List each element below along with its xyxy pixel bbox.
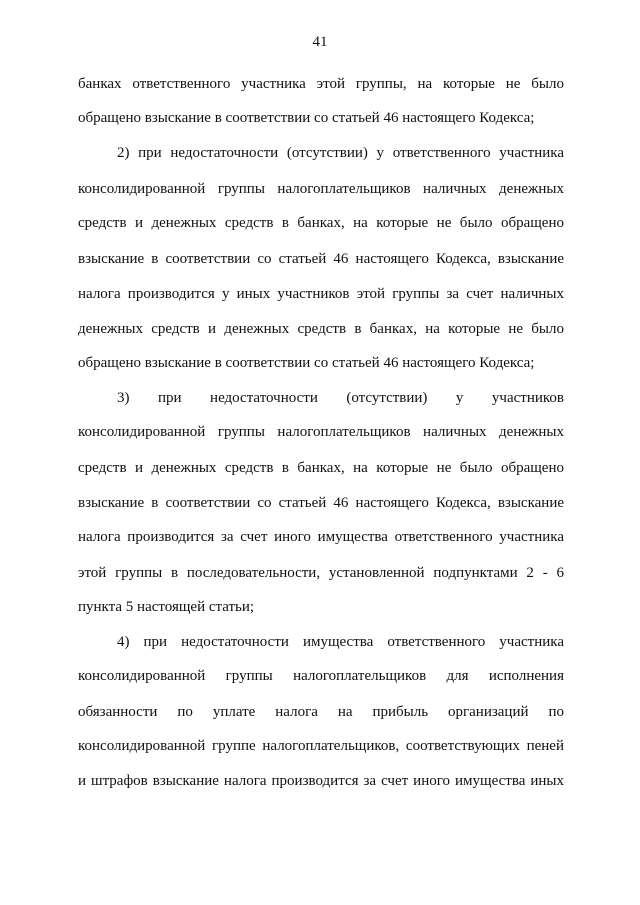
text-line: взыскание в соответствии со статьей 46 настоящего Кодекса, взыскание bbox=[78, 495, 564, 511]
text-line: обращено взыскание в соответствии со статьей 46 настоящего Кодекса; bbox=[78, 110, 535, 126]
text-line: средств и денежных средств в банках, на которые не было обращено bbox=[78, 215, 564, 231]
text-line: консолидированной группы налогоплательщиков для исполнения bbox=[78, 668, 564, 684]
text-line: обращено взыскание в соответствии со статьей 46 настоящего Кодекса; bbox=[78, 355, 535, 371]
text-line: средств и денежных средств в банках, на которые не было обращено bbox=[78, 460, 564, 476]
text-line: денежных средств и денежных средств в банках, на которые не было bbox=[78, 321, 564, 337]
text-line: этой группы в последовательности, установленной подпунктами 2 - 6 bbox=[78, 565, 564, 581]
list-item-4-line: 4) при недостаточности имущества ответственного участника bbox=[117, 634, 564, 650]
text-line: банках ответственного участника этой группы, на которые не было bbox=[78, 76, 564, 92]
text-line: взыскание в соответствии со статьей 46 настоящего Кодекса, взыскание bbox=[78, 251, 564, 267]
page-number: 41 bbox=[312, 34, 328, 50]
text-line: пункта 5 настоящей статьи; bbox=[78, 599, 255, 615]
text-line: консолидированной группе налогоплательщиков, соответствующих пеней bbox=[78, 738, 564, 754]
list-item-2-line: 2) при недостаточности (отсутствии) у ответственного участника bbox=[117, 145, 564, 161]
text-line: консолидированной группы налогоплательщиков наличных денежных bbox=[78, 181, 564, 197]
text-line: и штрафов взыскание налога производится за счет иного имущества иных bbox=[78, 773, 564, 789]
text-line: обязанности по уплате налога на прибыль организаций по bbox=[78, 704, 564, 720]
text-line: налога производится у иных участников этой группы за счет наличных bbox=[78, 286, 564, 302]
text-line: консолидированной группы налогоплательщиков наличных денежных bbox=[78, 424, 564, 440]
list-item-3-line: 3) при недостаточности (отсутствии) у участников bbox=[117, 390, 564, 406]
text-line: налога производится за счет иного имущества ответственного участника bbox=[78, 529, 564, 545]
